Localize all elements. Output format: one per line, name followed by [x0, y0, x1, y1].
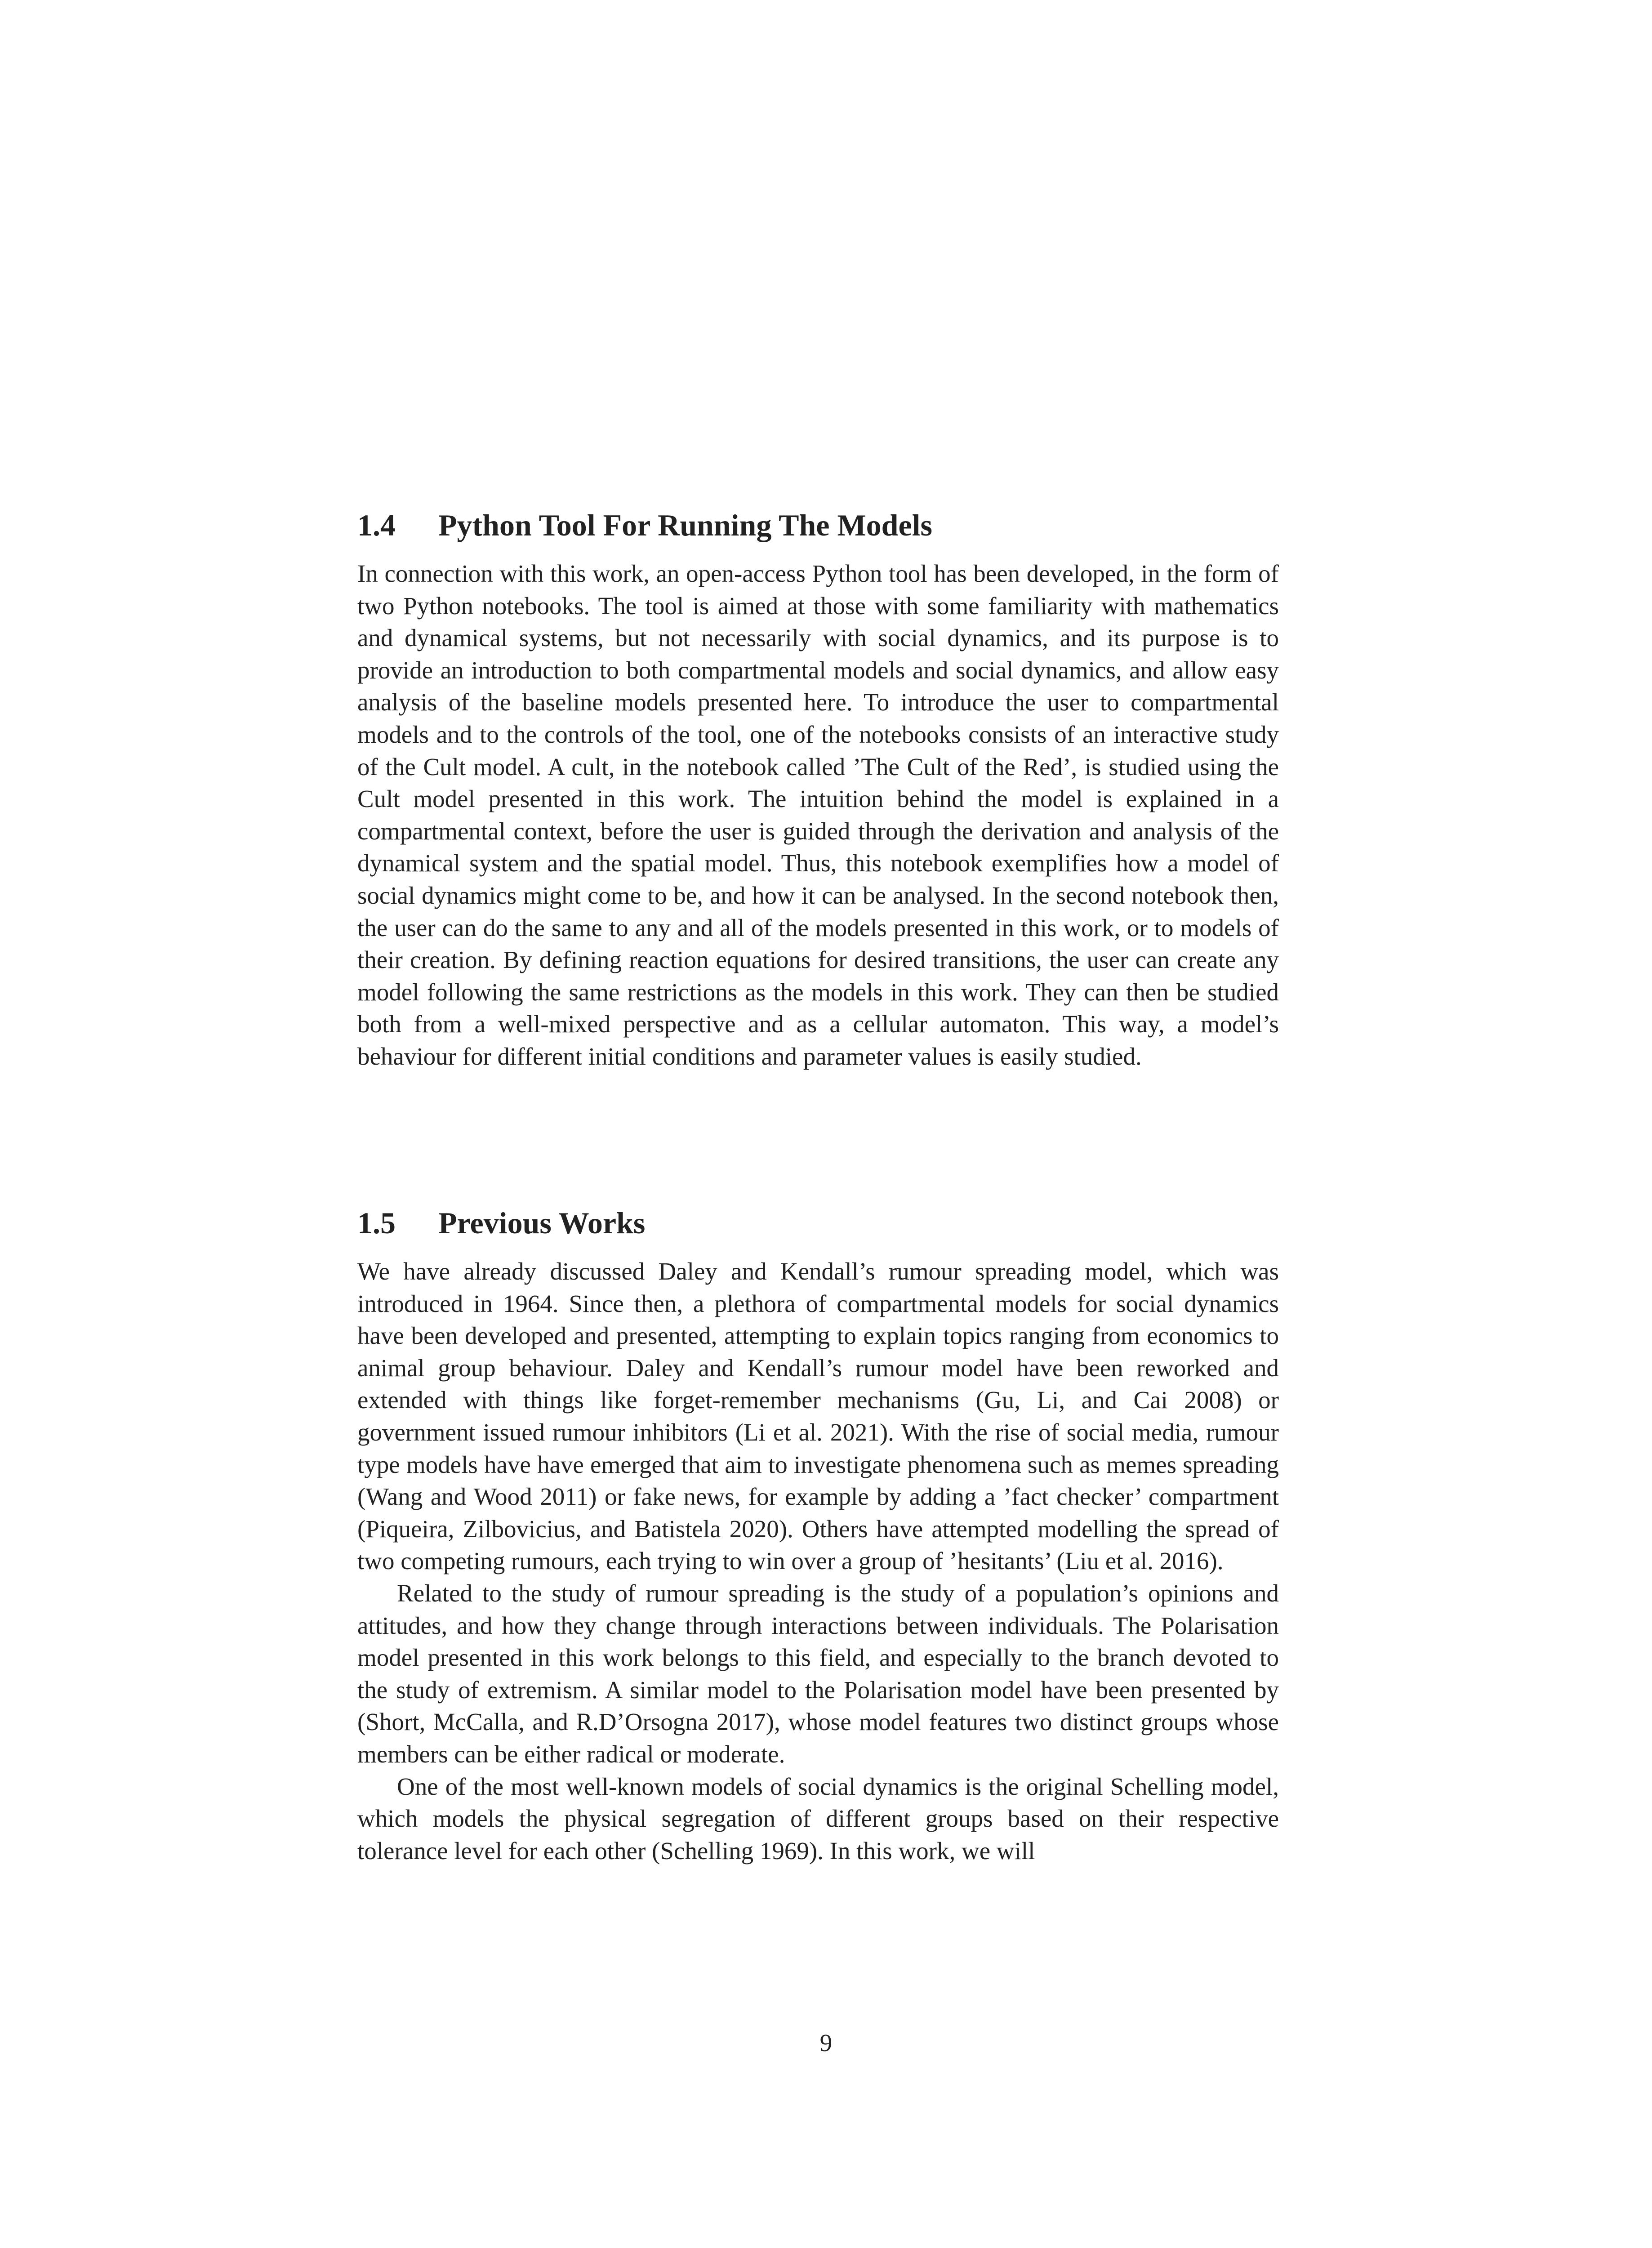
paragraph: One of the most well-known models of social dynamics is the original Schelling model, which models the physical segregation of different groups based on their respective tolerance level for each other (Schelling 1969). In this work, we will	[357, 1772, 1279, 1864]
section-heading	[357, 1205, 1279, 1241]
paragraph: In connection with this work, an open-access Python tool has been developed, in the form of two Python notebooks. The tool is aimed at those with some familiarity with mathematics and dynamical systems, but not necessarily with social dynamics, and its purpose is to provide an introduction to both compartmental models and social dynamics, and allow easy analysis of the baseline models presented here. To introduce the user to compartmental models and to the controls of the tool, one of the notebooks consists of an interactive study of the Cult model. A cult, in the notebook called ’The Cult of the Red’, is studied using the Cult model presented in this work. The intuition behind the model is explained in a compartmental context, before the user is guided through the derivation and analysis of the dynamical system and the spatial model. Thus, this notebook exemplifies how a model of social dynamics might come to be, and how it can be analysed. In the second notebook then, the user can do the same to any and all of the models presented in this work, or to models of their creation. By defining reaction equations for desired transitions, the user can create any model following the same restrictions as the models in this work. They can then be studied both from a well-mixed perspective and as a cellular automaton. This way, a model’s behaviour for different initial conditions and parameter values is easily studied.	[357, 560, 1279, 1070]
section-body	[357, 558, 1279, 1073]
section-title: Python Tool For Running The Models	[438, 508, 933, 542]
section-body	[357, 1255, 1279, 1867]
section-title: Previous Works	[438, 1206, 646, 1240]
paragraph: We have already discussed Daley and Kendall’s rumour spreading model, which was introduced in 1964. Since then, a plethora of compartmental models for social dynamics have been developed and presented, attempting to explain topics ranging from economics to animal group behaviour. Daley and Kendall’s rumour model have been reworked and extended with things like forget-remember mechanisms (Gu, Li, and Cai 2008) or government issued rumour inhibitors (Li et al. 2021). With the rise of social media, rumour type models have have emerged that aim to investigate phenomena such as memes spreading (Wang and Wood 2011) or fake news, for example by adding a ’fact checker’ compartment (Piqueira, Zilbovicius, and Batistela 2020). Others have attempted modelling the spread of two competing rumours, each trying to win over a group of ’hesitants’ (Liu et al. 2016).	[357, 1258, 1279, 1575]
paragraph: Related to the study of rumour spreading is the study of a population’s opinions and attitudes, and how they change through interactions between individuals. The Polarisation model presented in this work belongs to this field, and especially to the branch devoted to the study of extremism. A similar model to the Polarisation model have been presented by (Short, McCalla, and R.D’Orsogna 2017), whose model features two distinct groups whose members can be either radical or moderate.	[357, 1579, 1279, 1768]
section-number: 1.4	[357, 508, 396, 542]
page-number: 9	[819, 2029, 833, 2056]
section-number: 1.5	[357, 1206, 396, 1240]
section-heading	[357, 507, 1279, 543]
